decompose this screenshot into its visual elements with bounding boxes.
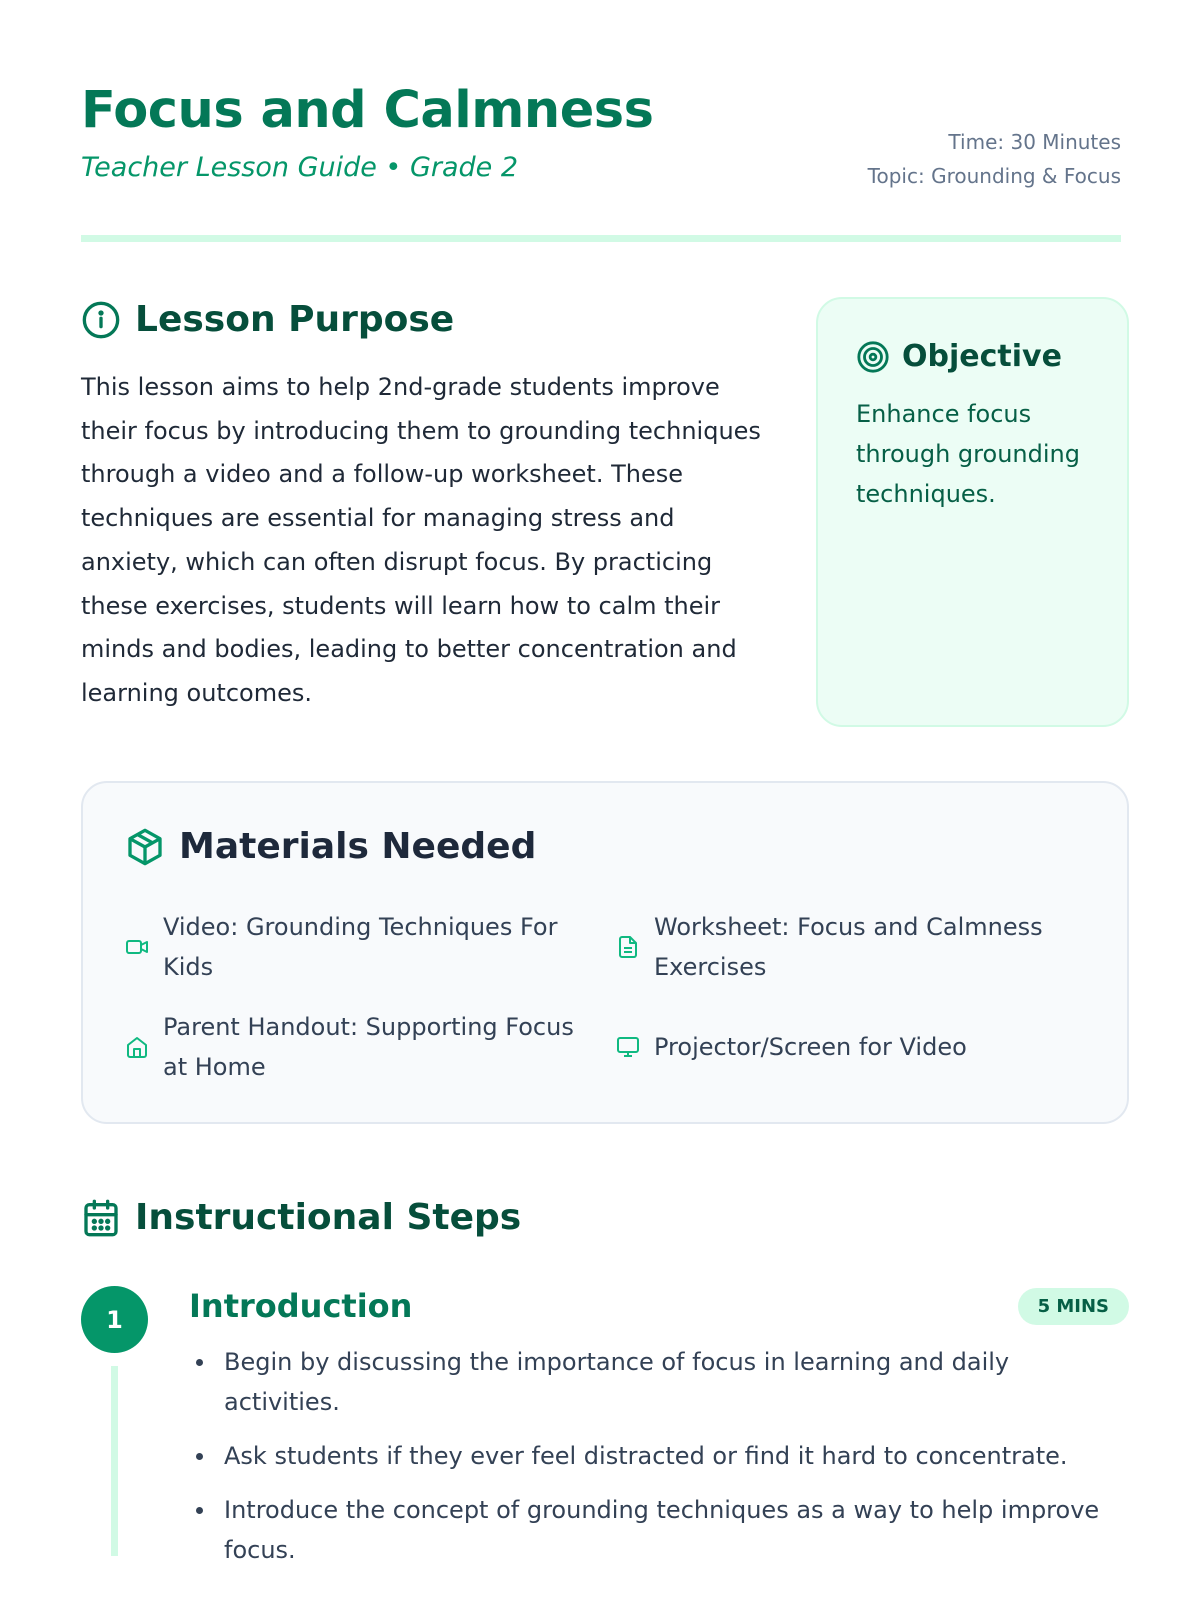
material-item: [125, 907, 616, 987]
objective-text: Enhance focus through grounding techniques.: [856, 400, 1080, 508]
objective-title: Objective: [902, 339, 1062, 374]
monitor-icon: [616, 1035, 640, 1059]
materials-title: Materials Needed: [179, 826, 537, 867]
duration-badge: 5 MINS: [1018, 1288, 1129, 1325]
topic-label: Topic: Grounding & Focus: [867, 164, 1121, 188]
step-header: [189, 1286, 1129, 1326]
instructional-steps-title: Instructional Steps: [135, 1197, 522, 1238]
step-title: Introduction: [189, 1287, 413, 1325]
materials-list: [125, 907, 1085, 1087]
page-subtitle: Teacher Lesson Guide • Grade 2: [81, 152, 519, 183]
lesson-purpose-heading: [81, 298, 761, 342]
step-bullet: Begin by discussing the importance of focus in learning and daily activities.: [189, 1342, 1129, 1422]
material-label: Video: Grounding Techniques For Kids: [163, 913, 558, 981]
lesson-purpose-section: [81, 298, 761, 716]
materials-heading: [125, 825, 1085, 869]
materials-section: [81, 781, 1129, 1124]
objective-heading: [856, 339, 1089, 374]
page-title: Focus and Calmness: [81, 81, 654, 140]
target-icon: [856, 340, 890, 374]
home-icon: [125, 1035, 149, 1059]
lesson-meta: [868, 125, 1121, 193]
material-item: [125, 1007, 616, 1087]
time-label: Time: 30 Minutes: [948, 130, 1121, 154]
step-bullets: [189, 1342, 1129, 1570]
lesson-header: [81, 80, 1121, 242]
info-icon: [81, 300, 121, 340]
step-bullet: Introduce the concept of grounding techniques as a way to help improve focus.: [189, 1490, 1129, 1570]
step-bullet: Ask students if they ever feel distracted or find it hard to concentrate.: [189, 1436, 1129, 1476]
material-item: [616, 907, 1107, 987]
lesson-purpose-title: Lesson Purpose: [135, 299, 455, 340]
step-timeline-line: [111, 1366, 118, 1556]
step-number: 1: [81, 1286, 148, 1353]
step-item: [81, 1286, 1129, 1570]
instructional-steps-section: [81, 1196, 1129, 1584]
instructional-steps-heading: [81, 1196, 1129, 1240]
file-text-icon: [616, 935, 640, 959]
material-label: Worksheet: Focus and Calmness Exercises: [654, 913, 1043, 981]
package-icon: [125, 827, 165, 867]
lesson-purpose-text: This lesson aims to help 2nd-grade students improve their focus by introducing them to grounding techniques through a video and a follow-up worksheet. These techniques are essential for managing stress and anxiety, which can often disrupt focus. By practicing these exercises, students will learn how to calm their minds and bodies, leading to better concentration and learning outcomes.: [81, 373, 761, 707]
material-label: Projector/Screen for Video: [654, 1033, 967, 1061]
video-icon: [125, 935, 149, 959]
material-item: [616, 1007, 1107, 1087]
objective-card: [816, 297, 1129, 727]
material-label: Parent Handout: Supporting Focus at Home: [163, 1013, 574, 1081]
calendar-icon: [81, 1198, 121, 1238]
